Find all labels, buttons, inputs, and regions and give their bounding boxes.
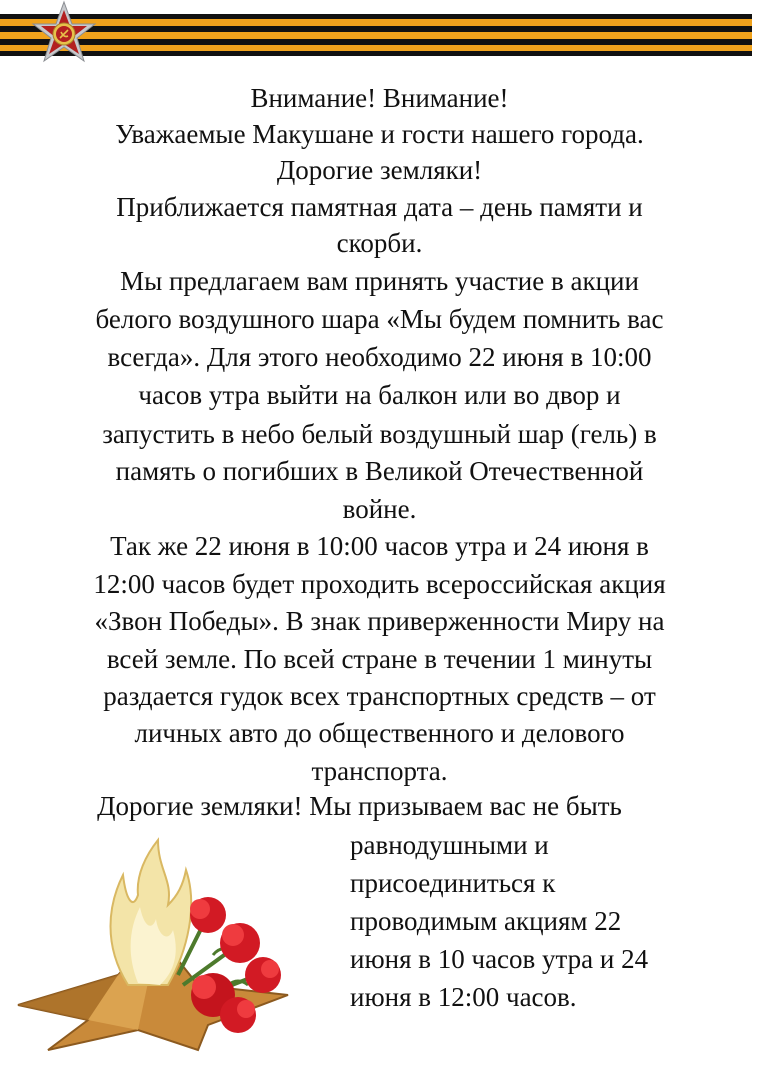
notice-line: Так же 22 июня в 10:00 часов утра и 24 июня в — [110, 531, 649, 561]
notice-line: запустить в небо белый воздушный шар (гель) в — [102, 419, 657, 449]
order-star-emblem-icon — [20, 0, 108, 66]
notice-line: Внимание! Внимание! — [250, 83, 509, 113]
notice-line: раздается гудок всех транспортных средств – от — [103, 681, 656, 711]
notice-line: 12:00 часов будет проходить всероссийская акция — [93, 569, 666, 599]
eternal-flame-illustration — [8, 835, 308, 1055]
notice-line: «Звон Победы». В знак приверженности Миру на — [94, 606, 665, 636]
notice-line: память о погибших в Великой Отечественной — [115, 456, 644, 486]
notice-line: часов утра выйти на балкон или во двор и — [138, 380, 621, 410]
notice-line: Приближается памятная дата – день памяти и — [116, 192, 643, 222]
notice-line: Дорогие земляки! Мы призываем вас не быть — [97, 791, 622, 821]
closing-line: присоединиться к — [350, 868, 556, 898]
notice-line: личных авто до общественного и делового — [134, 718, 625, 748]
notice-line: скорби. — [336, 228, 423, 258]
notice-line: Мы предлагаем вам принять участие в акции — [120, 266, 639, 296]
closing-line: июня в 10 часов утра и 24 — [350, 944, 649, 974]
notice-line: белого воздушного шара «Мы будем помнить вас — [95, 304, 664, 334]
closing-line: июня в 12:00 часов. — [350, 982, 577, 1012]
notice-line: войне. — [342, 494, 417, 524]
notice-line: транспорта. — [311, 756, 448, 786]
notice-line: Уважаемые Макушане и гости нашего города. — [115, 119, 644, 149]
notice-line: всей земле. По всей стране в течении 1 минуты — [106, 644, 653, 674]
flame-icon — [111, 840, 192, 985]
notice-line: Дорогие земляки! — [276, 155, 483, 185]
st-george-ribbon — [0, 14, 752, 56]
closing-line: проводимым акциям 22 — [350, 906, 622, 936]
notice-line: всегда». Для этого необходимо 22 июня в 10:00 — [107, 342, 652, 372]
closing-line: равнодушными и — [350, 830, 549, 860]
